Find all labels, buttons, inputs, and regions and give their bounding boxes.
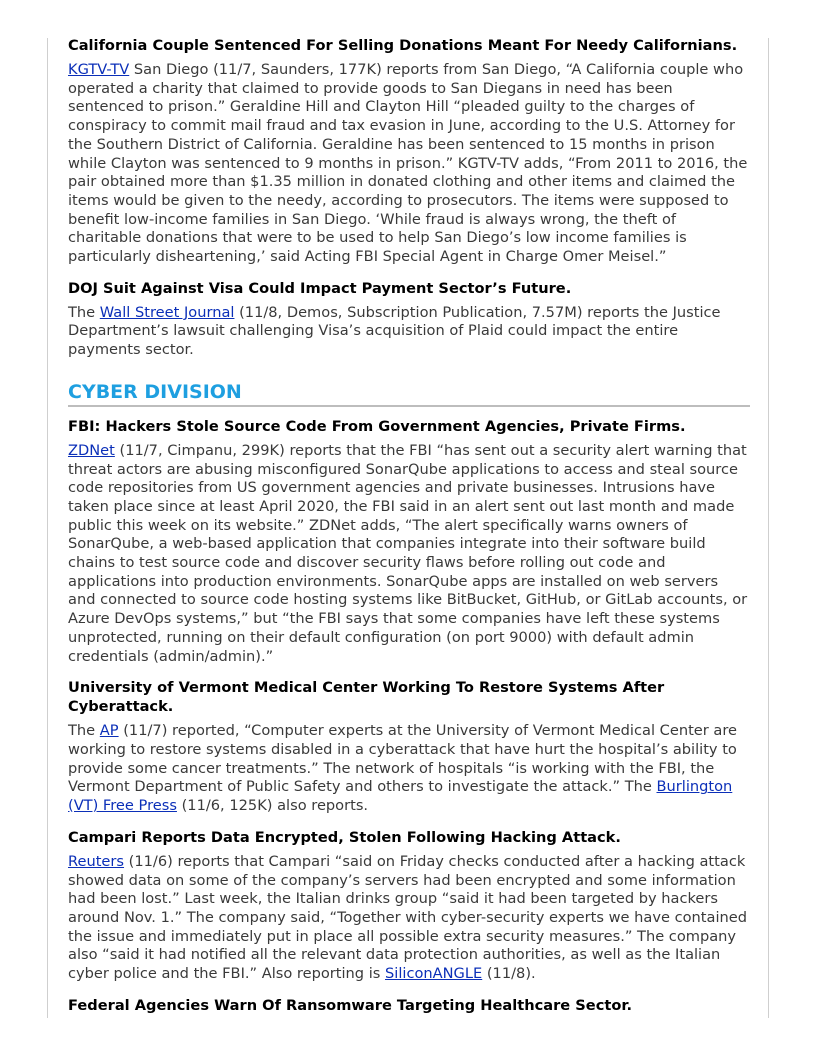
left-margin-rule [47,38,48,1018]
source-link-ap[interactable]: AP [99,722,119,740]
right-margin-rule [768,38,769,1018]
source-link-siliconangle[interactable]: SiliconANGLE [385,965,483,983]
article-body: KGTV-TV San Diego (11/7, Saunders, 177K) reports from San Diego, “A California couple who operated a charity that claimed to provide goods to San Diegans in need has been sentenced to prison.” Geraldine Hill and Clayton Hill “pleaded guilty to the charges of conspiracy to commit mail fraud and tax evasion in June, according to the U.S. Attorney for the Southern District of California. Geraldine has been sentenced to 15 months in prison while Clayton was sentenced to 9 months in prison.” KGTV-TV adds, “From 2011 to 2016, the pair obtained more than $1.35 million in donated clothing and other items and claimed the items would be given to the needy, according to prosecutors. The items were supposed to benefit low-income families in San Diego. ‘While fraud is always wrong, the theft of charitable donations that were to be used to help San Diego’s low income families is particularly disheartening,’ said Acting FBI Special Agent in Charge Omer Meisel.” [68,61,748,266]
source-link-reuters[interactable]: Reuters [68,852,125,870]
section-heading-cyber: CYBER DIVISION [68,380,750,407]
source-link-wsj[interactable]: Wall Street Journal [99,303,235,321]
article-body: The Wall Street Journal (11/8, Demos, Subscription Publication, 7.57M) reports the Justice Department’s lawsuit challenging Visa’s acquisition of Plaid could impact the entire payments sector. [68,303,721,359]
article-body: Reuters (11/6) reports that Campari “said on Friday checks conducted after a hacking attack showed data on some of the company’s servers had been encrypted and some information had been lost.” Last week, the Italian drinks group “said it had been targeted by hackers around Nov. 1.” The company said, “Together with cyber-security experts we have contained the issue and immediately put in place all possible extra security measures.” The company also “said it had notified all the relevant data protection authorities, as well as the Italian cyber police and the FBI.” Also reporting is SiliconANGLE (11/8). [68,852,747,983]
article-headline: Federal Agencies Warn Of Ransomware Targeting Healthcare Sector. [68,996,633,1014]
article-body: ZDNet (11/7, Cimpanu, 299K) reports that the FBI “has sent out a security alert warning that threat actors are abusing misconfigured SonarQube applications to access and steal source code repositories from US government agencies and private businesses. Intrusions have taken place since at least April 2020, the FBI said in an alert sent out last month and made public this week on its website.” ZDNet adds, “The alert specifically warns owners of SonarQube, a web-based application that companies integrate into their software build chains to test source code and discover security flaws before rolling out code and applications into production environments. SonarQube apps are installed on web servers and connected to source code hosting systems like BitBucket, GitHub, or GitLab accounts, or Azure DevOps systems,” but “the FBI says that some companies have left these systems unprotected, running on their default configuration (on port 9000) with default admin credentials (admin/admin).” [68,441,748,665]
article-body: The AP (11/7) reported, “Computer experts at the University of Vermont Medical Center are working to restore systems disabled in a cyberattack that have hurt the hospital’s ability to provide some cancer treatments.” The network of hospitals “is working with the FBI, the Vermont Department of Public Safety and others to investigate the attack.” The Burlington (VT) Free Press (11/6, 125K) also reports. [68,722,738,815]
source-link-burlington-free-press[interactable]: Burlington (VT) Free Press [68,778,733,815]
newsletter-content [68,36,750,1021]
source-link-kgtv[interactable]: KGTV-TV [68,61,130,78]
source-link-zdnet[interactable]: ZDNet [68,441,115,459]
article-headline: California Couple Sentenced For Selling Donations Meant For Needy Californians. [68,37,738,54]
article-headline: University of Vermont Medical Center Working To Restore Systems After Cyberattack. [68,679,665,716]
article-headline: Campari Reports Data Encrypted, Stolen Following Hacking Attack. [68,828,621,846]
article-headline: DOJ Suit Against Visa Could Impact Payment Sector’s Future. [68,279,572,297]
article-headline: FBI: Hackers Stole Source Code From Government Agencies, Private Firms. [68,417,686,435]
